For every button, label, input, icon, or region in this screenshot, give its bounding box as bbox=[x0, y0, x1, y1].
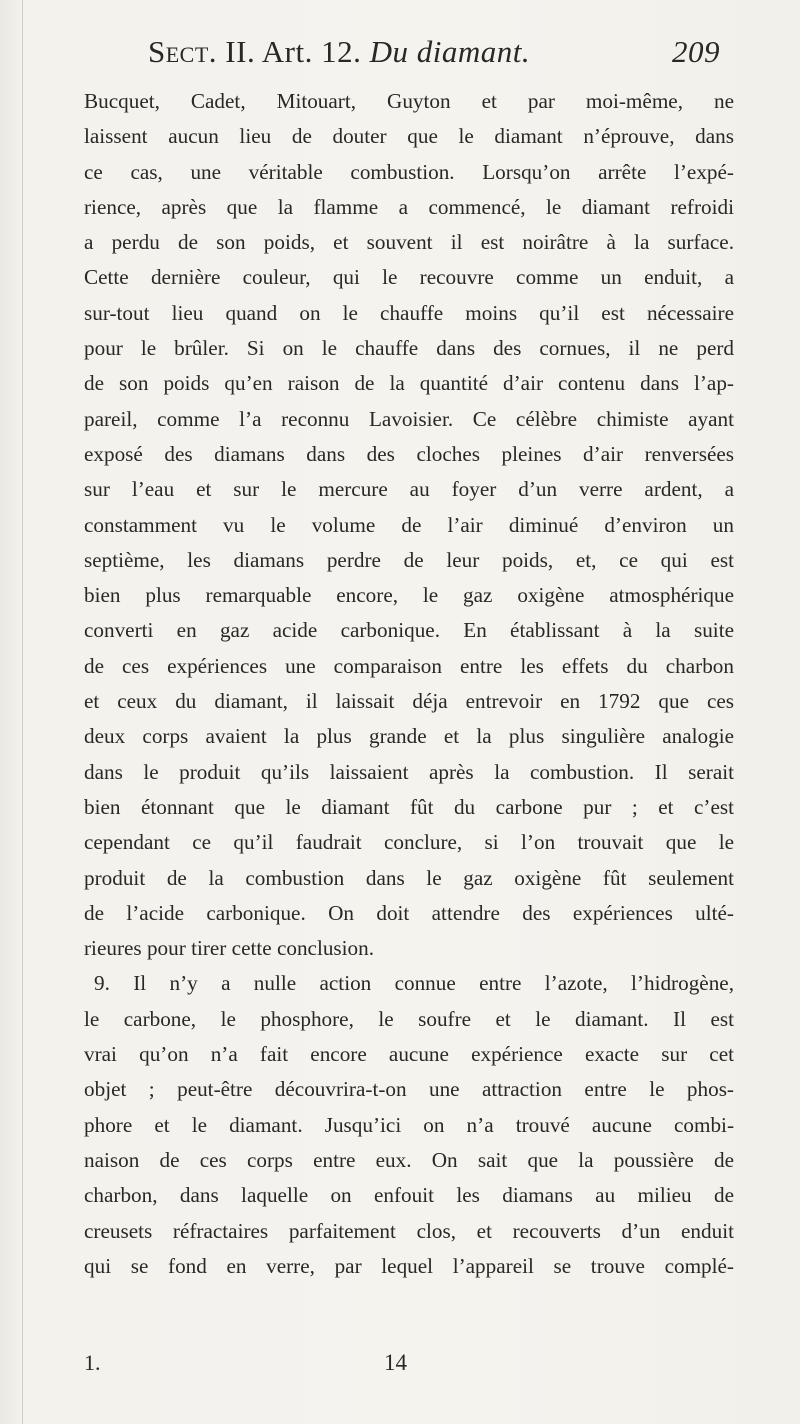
text-line: bien plus remarquable encore, le gaz oxigène atmosphérique bbox=[84, 583, 734, 608]
text-line: dans le produit qu’ils laissaient après la combustion. Il serait bbox=[84, 759, 734, 784]
text-line: objet ; peut-être découvrira-t-on une attraction entre le phos- bbox=[84, 1077, 734, 1102]
topic-label: Du diamant. bbox=[369, 34, 531, 69]
text-line: Cette dernière couleur, qui le recouvre comme un enduit, a bbox=[84, 265, 734, 290]
article-label: Art. 12. bbox=[261, 34, 362, 69]
text-line: exposé des diamans dans des cloches pleines d’air renversées bbox=[84, 441, 734, 466]
signature-mark: 1. bbox=[84, 1350, 101, 1375]
text-line: sur l’eau et sur le mercure au foyer d’un verre ardent, a bbox=[84, 477, 734, 502]
text-line: converti en gaz acide carbonique. En établissant à la suite bbox=[84, 618, 734, 643]
text-line: pour le brûler. Si on le chauffe dans des cornues, il ne perd bbox=[84, 336, 734, 361]
running-head-title bbox=[148, 34, 530, 70]
running-head bbox=[148, 34, 720, 74]
body-text bbox=[84, 84, 734, 1284]
text-line: de l’acide carbonique. On doit attendre des expériences ulté- bbox=[84, 900, 734, 925]
text-line: pareil, comme l’a reconnu Lavoisier. Ce célèbre chimiste ayant bbox=[84, 406, 734, 431]
text-line: Bucquet, Cadet, Mitouart, Guyton et par moi-même, ne bbox=[84, 89, 734, 113]
signature-number: 14 bbox=[384, 1350, 407, 1375]
text-line: bien étonnant que le diamant fût du carbone pur ; et c’est bbox=[84, 794, 734, 819]
text-line: vrai qu’on n’a fait encore aucune expérience exacte sur cet bbox=[84, 1042, 734, 1067]
text-line: laissent aucun lieu de douter que le diamant n’éprouve, dans bbox=[84, 124, 734, 149]
paragraph-9-start: 9. Il n’y a nulle action connue entre l’azote, l’hidrogène, bbox=[94, 971, 734, 996]
text-line: de son poids qu’en raison de la quantité d’air contenu dans l’ap- bbox=[84, 371, 734, 396]
text-line: sur-tout lieu quand on le chauffe moins qu’il est nécessaire bbox=[84, 300, 734, 325]
text-line: qui se fond en verre, par lequel l’appareil se trouve complé- bbox=[84, 1253, 734, 1278]
binding-edge bbox=[22, 0, 23, 1424]
text-line: naison de ces corps entre eux. On sait que la poussière de bbox=[84, 1147, 734, 1172]
page-footer bbox=[0, 1350, 800, 1390]
page-number: 209 bbox=[672, 34, 720, 69]
text-line: a perdu de son poids, et souvent il est noirâtre à la surface. bbox=[84, 230, 734, 255]
text-line: et ceux du diamant, il laissait déja entrevoir en 1792 que ces bbox=[84, 689, 734, 714]
text-line: de ces expériences une comparaison entre les effets du charbon bbox=[84, 653, 734, 678]
text-line: rience, après que la flamme a commencé, le diamant refroidi bbox=[84, 194, 734, 219]
text-line: septième, les diamans perdre de leur poids, et, ce qui est bbox=[84, 547, 734, 572]
text-line: deux corps avaient la plus grande et la plus singulière analogie bbox=[84, 724, 734, 749]
text-line: creusets réfractaires parfaitement clos, et recouverts d’un enduit bbox=[84, 1218, 734, 1243]
section-label: Sect. II. bbox=[148, 34, 256, 69]
text-line: charbon, dans laquelle on enfouit les diamans au milieu de bbox=[84, 1183, 734, 1208]
text-line: produit de la combustion dans le gaz oxigène fût seulement bbox=[84, 865, 734, 890]
text-line: phore et le diamant. Jusqu’ici on n’a trouvé aucune combi- bbox=[84, 1112, 734, 1137]
text-line: ce cas, une véritable combustion. Lorsqu’on arrête l’expé- bbox=[84, 159, 734, 184]
text-line: le carbone, le phosphore, le soufre et le diamant. Il est bbox=[84, 1006, 734, 1031]
text-line: cependant ce qu’il faudrait conclure, si l’on trouvait que le bbox=[84, 830, 734, 855]
text-line-paragraph-end: rieures pour tirer cette conclusion. bbox=[84, 936, 375, 961]
text-line: constamment vu le volume de l’air diminué d’environ un bbox=[84, 512, 734, 537]
